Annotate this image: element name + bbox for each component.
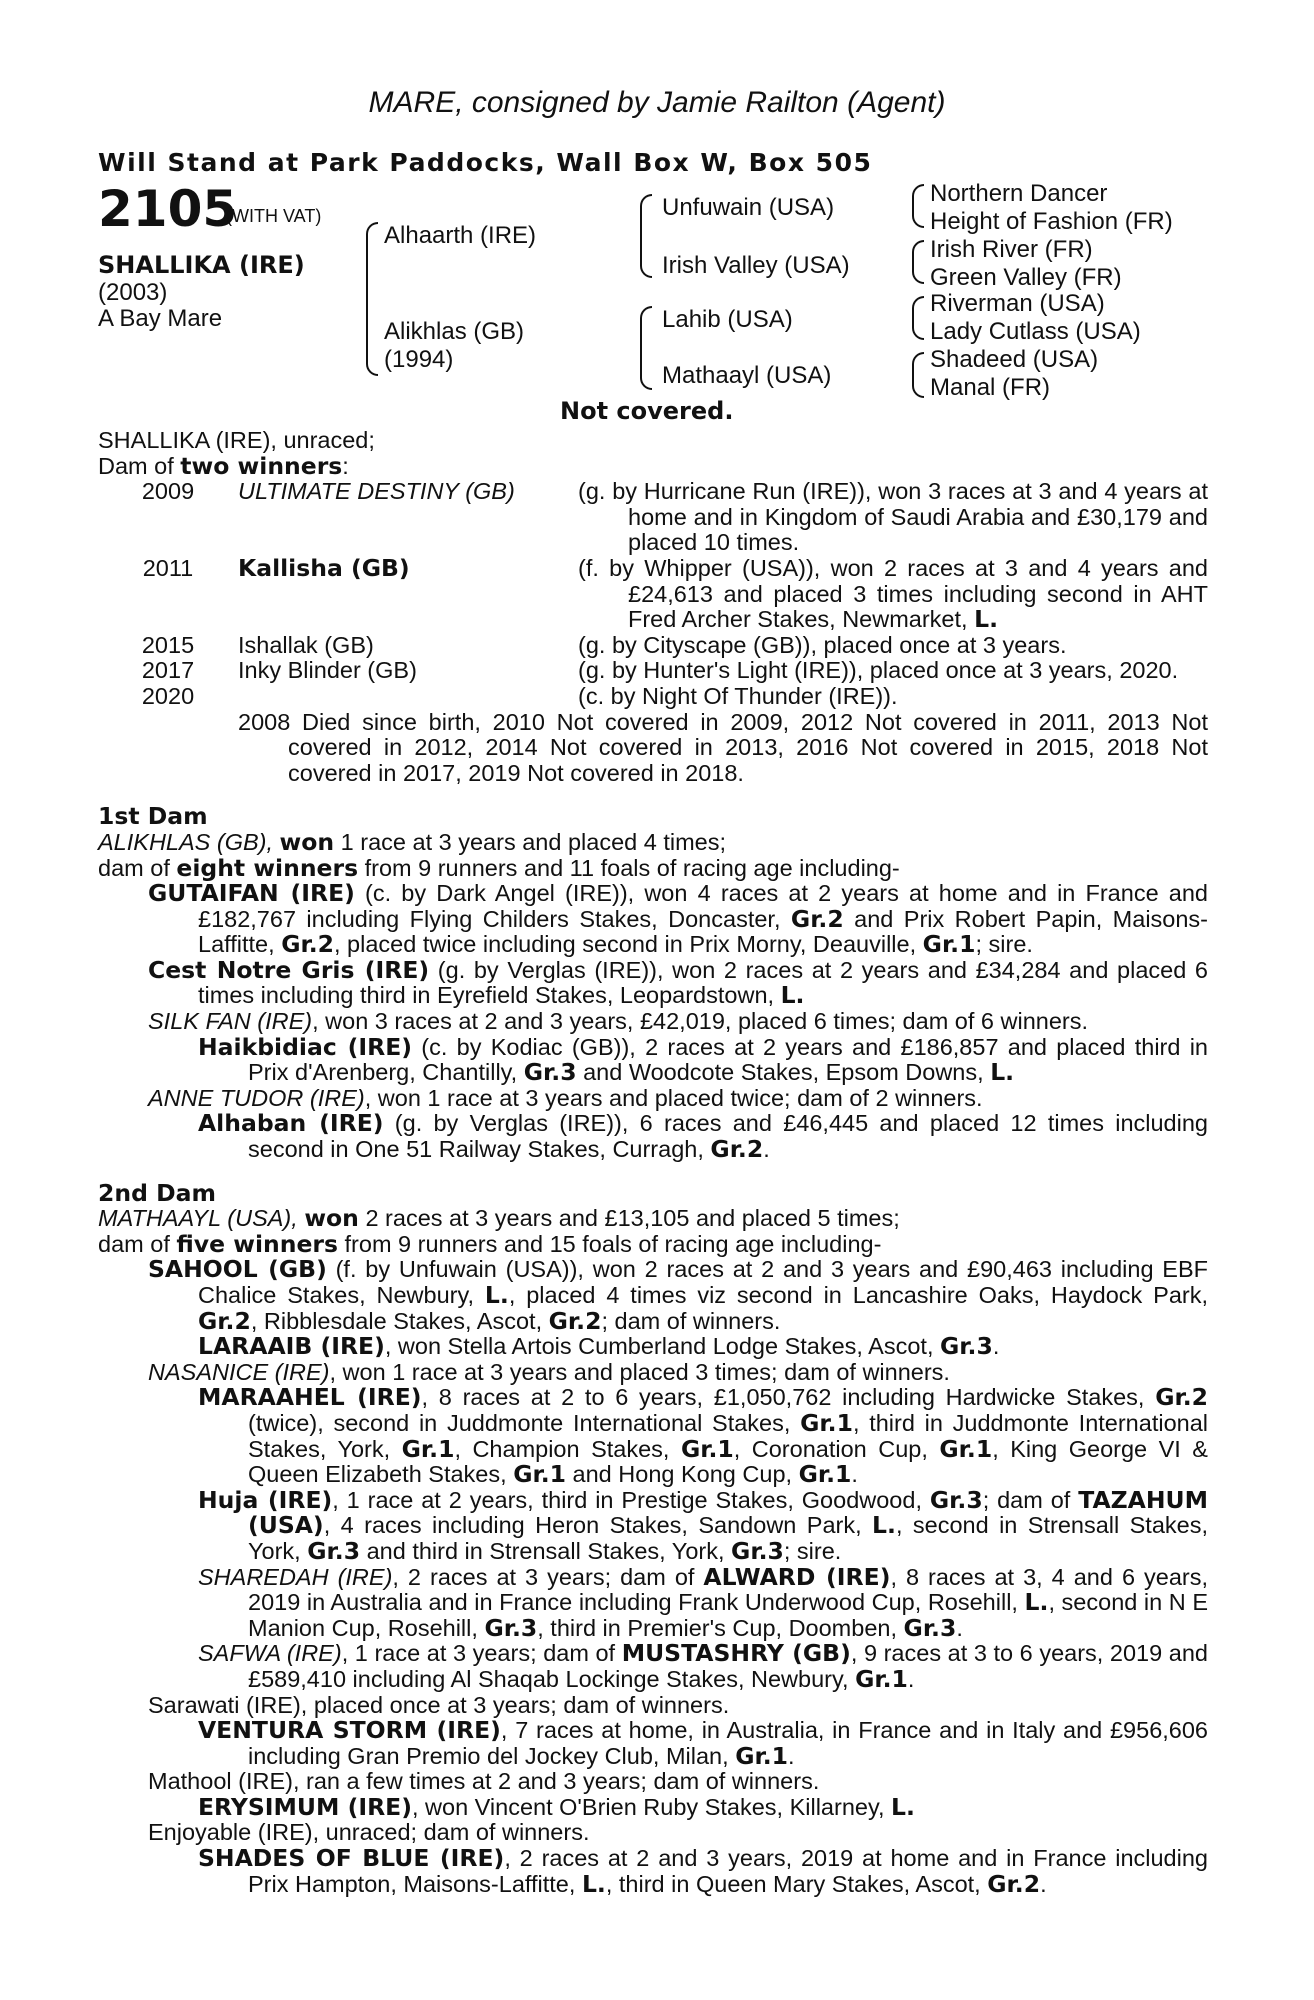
produce-row: 2009 ULTIMATE DESTINY (GB) (g. by Hurricane Run (IRE)), won 3 races at 3 and 4 years at home and in Kingdom of Saudi Arabia and £30,179 and placed 10 times. — [141, 478, 1208, 556]
page-header: MARE, consigned by Jamie Railton (Agent) — [368, 86, 946, 119]
pedigree-brace-sd — [912, 240, 924, 284]
produce-intro: SHALLIKA (IRE), unraced; — [98, 427, 375, 453]
pedigree-ddd: Manal (FR) — [930, 374, 1051, 401]
dam1-entry: Cest Notre Gris (IRE) (g. by Verglas (IRE)), won 2 races at 2 years and £34,284 and placed 6 times including third in Eyrefield Stakes, Leopardstown, L. — [148, 955, 1208, 1010]
pedigree-brace-parents — [366, 222, 378, 376]
dam2-entry: Huja (IRE), 1 race at 2 years, third in Prestige Stakes, Goodwood, Gr.3; dam of TAZAHUM (USA), 4 races including Heron Stakes, Sandown Park, L., second in Strensall Stakes, York, Gr.3 and third in Strensall Stakes, York, Gr.3; sire. — [198, 1485, 1209, 1565]
pedigree-dss: Riverman (USA) — [930, 290, 1105, 317]
dam2-entry: Enjoyable (IRE), unraced; dam of winners. — [148, 1819, 590, 1846]
pedigree-sdd: Green Valley (FR) — [930, 264, 1122, 291]
produce-row: 2011 Kallisha (GB) (f. by Whipper (USA)), won 2 races at 3 and 4 years and £24,613 and placed 3 times including second in AHT Fred Archer Stakes, Newmarket, L. — [142, 553, 1208, 634]
dam2-title: 2nd Dam — [98, 1178, 216, 1207]
pedigree-dam: Alikhlas (GB) — [384, 318, 525, 345]
produce-row: 2020 (c. by Night Of Thunder (IRE)). — [141, 682, 898, 709]
pedigree-dsd: Lady Cutlass (USA) — [930, 318, 1141, 345]
not-covered-note: Not covered. — [560, 397, 734, 425]
dam1-record: ALIKHLAS (GB), won 1 race at 3 years and placed 4 times; — [98, 827, 727, 856]
dam2-entry: SAFWA (IRE), 1 race at 3 years; dam of MUSTASHRY (GB), 9 races at 3 to 6 years, 2019 and £589,410 including Al Shaqab Lockinge Stakes, Newbury, Gr.1. — [198, 1639, 1208, 1693]
dam1-entry: Alhaban (IRE) (g. by Verglas (IRE)), 6 races and £46,445 and placed 12 times including second in One 51 Railway Stakes, Curragh, Gr.2. — [198, 1109, 1208, 1164]
dam2-entry: SHAREDAH (IRE), 2 races at 3 years; dam of ALWARD (IRE), 8 races at 3, 4 and 6 years, 2019 in Australia and in France including Frank Underwood Cup, Rosehill, L., second in N E Manion Cup, Rosehill, Gr.3, third in Premier's Cup, Doomben, Gr.3. — [198, 1562, 1209, 1642]
catalogue-body — [98, 410, 1208, 1897]
dam-of-line: Dam of two winners: — [98, 451, 349, 480]
dam1-entry: ANNE TUDOR (IRE), won 1 race at 3 years and placed twice; dam of 2 winners. — [148, 1084, 983, 1111]
produce-row: 2017 Inky Blinder (GB) (g. by Hunter's Light (IRE)), placed once at 3 years, 2020. — [141, 657, 1179, 684]
lot-number: 2105 — [98, 180, 238, 238]
pedigree-sire: Alhaarth (IRE) — [384, 222, 537, 249]
dam1-entry: SILK FAN (IRE), won 3 races at 2 and 3 years, £42,019, placed 6 times; dam of 6 winners. — [148, 1008, 1089, 1035]
dam2-entry: ERYSIMUM (IRE), won Vincent O'Brien Ruby Stakes, Killarney, L. — [198, 1792, 915, 1821]
dam2-entry: SAHOOL (GB) (f. by Unfuwain (USA)), won 2 races at 2 and 3 years and £90,463 including EBF Chalice Stakes, Newbury, L., placed 4 times viz second in Lancashire Oaks, Haydock Park, Gr.2, Ribblesdale Stakes, Ascot, Gr.2; dam of winners. — [148, 1255, 1209, 1335]
pedigree-sire-dam: Irish Valley (USA) — [662, 252, 850, 279]
vat-label: (WITH VAT) — [226, 206, 322, 226]
dam2-entry: Mathool (IRE), ran a few times at 2 and 3 years; dam of winners. — [148, 1768, 820, 1795]
pedigree-brace-sire — [640, 194, 652, 278]
dam2-record: MATHAAYL (USA), won 2 races at 3 years and £13,105 and placed 5 times; — [98, 1204, 900, 1233]
pedigree-brace-ds — [912, 296, 924, 340]
pedigree-sss: Northern Dancer — [930, 180, 1108, 207]
dam1-produce: dam of eight winners from 9 runners and 11 foals of racing age including- — [98, 853, 900, 882]
dam1-entry: GUTAIFAN (IRE) (c. by Dark Angel (IRE)), won 4 races at 2 years at home and in France and £182,767 including Flying Childers Stakes, Doncaster, Gr.2 and Prix Robert Papin, Maisons-Laffitte, Gr.2, placed twice including second in Prix Morny, Deauville, Gr.1; sire. — [148, 879, 1209, 959]
produce-notes: 2008 Died since birth, 2010 Not covered in 2009, 2012 Not covered in 2011, 2013 Not covered in 2012, 2014 Not covered in 2013, 2016 Not covered in 2015, 2018 Not covered in 2017, 2019 Not covered in 2018. — [238, 708, 1208, 786]
dam2-entry: SHADES OF BLUE (IRE), 2 races at 2 and 3 years, 2019 at home and in France including Prix Hampton, Maisons-Laffitte, L., third in Queen Mary Stakes, Ascot, Gr.2. — [198, 1844, 1208, 1898]
horse-year: (2003) — [98, 279, 168, 306]
dam2-produce: dam of five winners from 9 runners and 15 foals of racing age including- — [98, 1229, 882, 1258]
produce-row: 2015 Ishallak (GB) (g. by Cityscape (GB)), placed once at 3 years. — [141, 631, 1067, 658]
dam2-entry: NASANICE (IRE), won 1 race at 3 years and placed 3 times; dam of winners. — [148, 1358, 950, 1385]
pedigree-dam-dam: Mathaayl (USA) — [662, 362, 832, 389]
dam2-entry: VENTURA STORM (IRE), 7 races at home, in Australia, in France and in Italy and £956,606 including Gran Premio del Jockey Club, Milan, Gr.1. — [198, 1716, 1208, 1770]
pedigree-sds: Irish River (FR) — [930, 236, 1093, 263]
pedigree-dam-year: (1994) — [384, 346, 454, 373]
pedigree-brace-ss — [912, 184, 924, 228]
pedigree-sire-sire: Unfuwain (USA) — [662, 194, 835, 221]
dam1-entry: Haikbidiac (IRE) (c. by Kodiac (GB)), 2 races at 2 years and £186,857 and placed third in Prix d'Arenberg, Chantilly, Gr.3 and Woodcote Stakes, Epsom Downs, L. — [198, 1032, 1209, 1087]
pedigree-brace-dam — [640, 306, 652, 390]
horse-description: A Bay Mare — [98, 305, 223, 332]
pedigree-brace-dd — [912, 352, 924, 398]
stand-location: Will Stand at Park Paddocks, Wall Box W, Box 505 — [98, 148, 873, 177]
dam2-entry: MARAAHEL (IRE), 8 races at 2 to 6 years, £1,050,762 including Hardwicke Stakes, Gr.2 (twice), second in Juddmonte International Stakes, Gr.1, third in Juddmonte International Stakes, York, Gr.1, Champion Stakes, Gr.1, Coronation Cup, Gr.1, King George VI & Queen Elizabeth Stakes, Gr.1 and Hong Kong Cup, Gr.1. — [198, 1383, 1209, 1489]
dam2-entry: LARAAIB (IRE), won Stella Artois Cumberland Lodge Stakes, Ascot, Gr.3. — [198, 1332, 1000, 1361]
horse-name: SHALLIKA (IRE) — [98, 251, 305, 279]
pedigree-ssd: Height of Fashion (FR) — [930, 208, 1173, 235]
dam2-entry: Sarawati (IRE), placed once at 3 years; dam of winners. — [148, 1691, 730, 1718]
pedigree-dam-sire: Lahib (USA) — [662, 306, 793, 333]
dam1-title: 1st Dam — [98, 802, 208, 831]
pedigree-dds: Shadeed (USA) — [930, 346, 1099, 373]
